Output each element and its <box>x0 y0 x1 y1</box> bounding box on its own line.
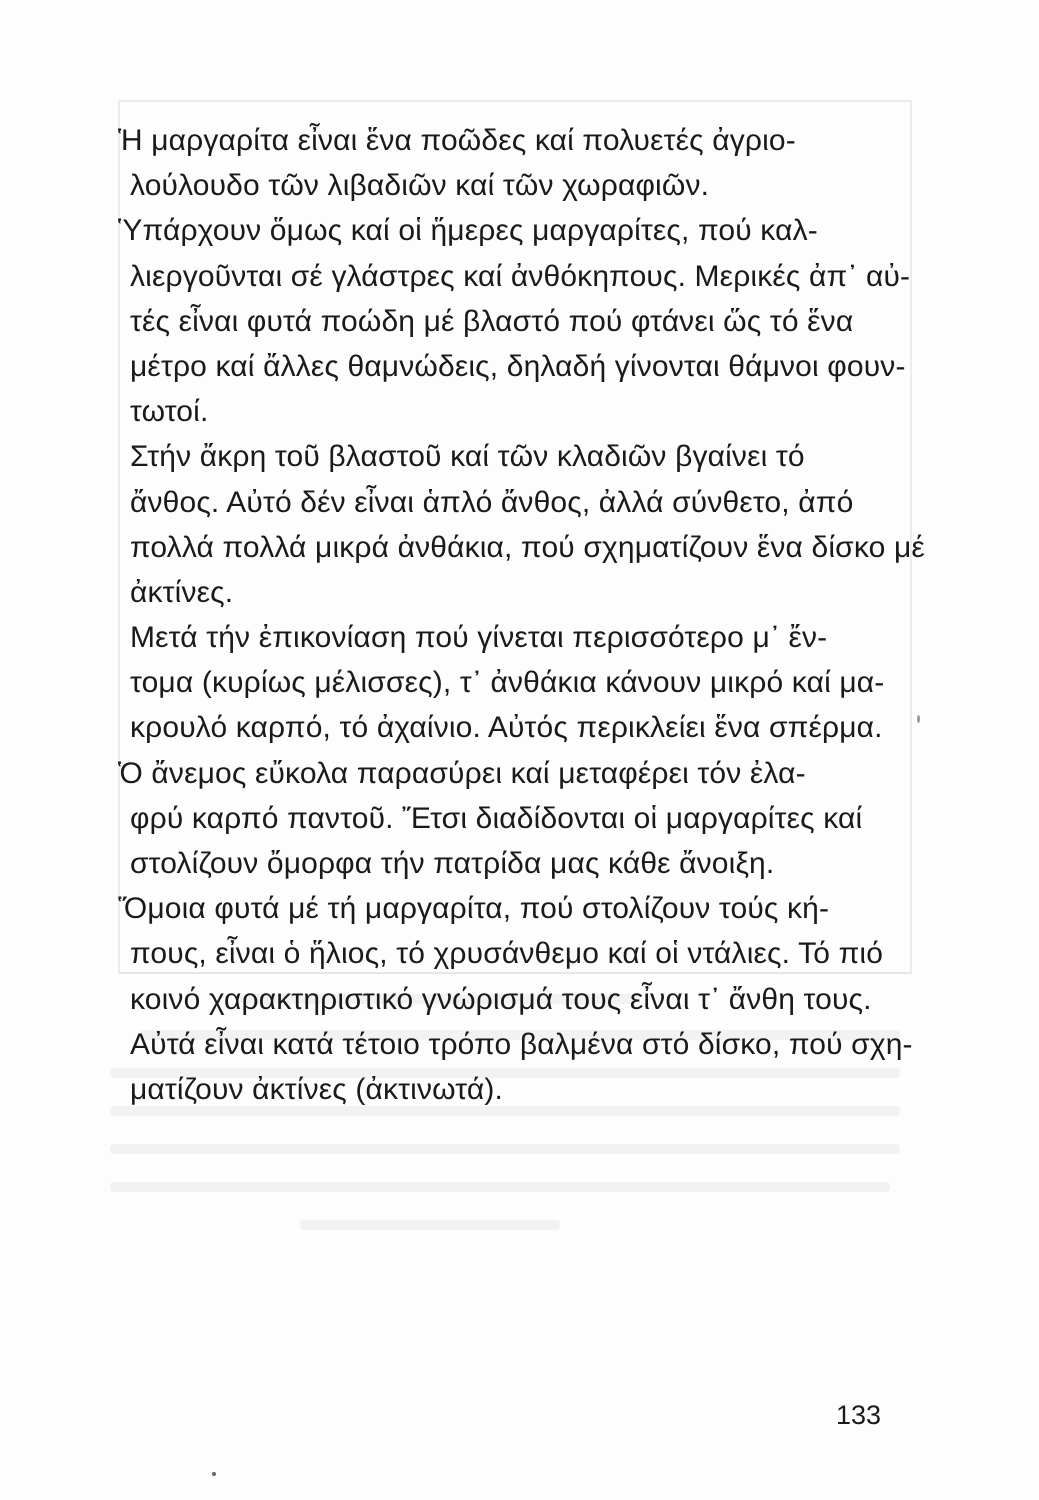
text-line: Μετά τήν ἐπικονίαση πού γίνεται περισσότερο μ᾽ ἔν- <box>130 621 828 655</box>
text-line: κρουλό καρπό, τό ἀχαίνιο. Αὐτός περικλείει ἕνα σπέρμα. <box>130 711 883 745</box>
text-line: πους, εἶναι ὁ ἥλιος, τό χρυσάνθεμο καί οἱ ντάλιες. Τό πιό <box>130 937 884 971</box>
text-line: Ὁ ἄνεμος εὔκολα παρασύρει καί μεταφέρει τόν ἐλα- <box>118 756 806 790</box>
text-line: κοινό χαρακτηριστικό γνώρισμά τους εἶναι τ᾽ ἄνθη τους. <box>130 982 872 1016</box>
show-through-mark <box>110 1182 890 1192</box>
text-line: στολίζουν ὄμορφα τήν πατρίδα μας κάθε ἄνοιξη. <box>130 847 775 880</box>
show-through-mark <box>300 1220 560 1230</box>
text-line: Ὅμοια φυτά μέ τή μαργαρίτα, πού στολίζουν τούς κή- <box>118 892 830 926</box>
text-line: λιεργοῦνται σέ γλάστρες καί ἀνθόκηπους. Μερικές ἀπ᾽ αὐ- <box>130 259 911 293</box>
text-line: ματίζουν ἀκτίνες (ἀκτινωτά). <box>130 1072 503 1106</box>
text-line: μέτρο καί ἄλλες θαμνώδεις, δηλαδή γίνονται θάμνοι φουν- <box>130 349 906 383</box>
text-line: Στήν ἄκρη τοῦ βλαστοῦ καί τῶν κλαδιῶν βγαίνει τό <box>130 440 805 474</box>
text-line: ἄνθος. Αὐτό δέν εἶναι ἁπλό ἄνθος, ἀλλά σύνθετο, ἀπό <box>130 485 854 519</box>
text-line: φρύ καρπό παντοῦ. Ἔτσι διαδίδονται οἱ μαργαρίτες καί <box>130 801 863 835</box>
text-line: τωτοί. <box>130 395 209 429</box>
text-line: Αὐτά εἶναι κατά τέτοιο τρόπο βαλμένα στό δίσκο, πού σχη- <box>130 1027 913 1061</box>
text-line: λούλουδο τῶν λιβαδιῶν καί τῶν χωραφιῶν. <box>130 169 710 203</box>
show-through-mark <box>110 1144 900 1154</box>
text-line: Ὑπάρχουν ὅμως καί οἱ ἥμερες μαργαρίτες, πού καλ- <box>118 214 818 248</box>
dust-speck <box>212 1472 216 1476</box>
text-line: Ἡ μαργαρίτα εἶναι ἕνα ποῶδες καί πολυετές ἀγριο- <box>118 124 796 157</box>
page-number: 133 <box>836 1400 882 1430</box>
text-line: ἀκτίνες. <box>130 575 234 609</box>
body-text <box>118 118 925 1112</box>
dust-speck <box>917 715 920 723</box>
text-line: πολλά πολλά μικρά ἀνθάκια, πού σχηματίζουν ἕνα δίσκο μέ <box>130 530 925 564</box>
text-line: τομα (κυρίως μέλισσες), τ᾽ ἀνθάκια κάνουν μικρό καί μα- <box>130 666 885 700</box>
text-line: τές εἶναι φυτά ποώδη μέ βλαστό πού φτάνει ὥς τό ἕνα <box>130 304 854 338</box>
